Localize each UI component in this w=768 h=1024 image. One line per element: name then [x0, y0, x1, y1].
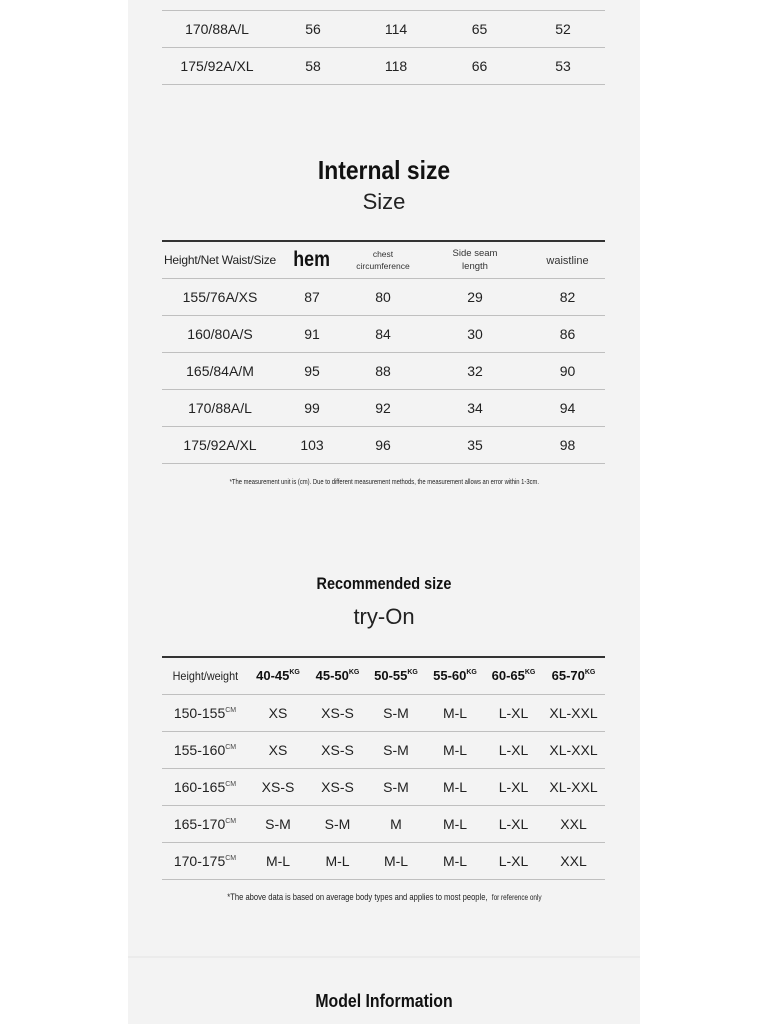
table-cell: 87 — [278, 279, 346, 316]
table-header-row — [162, 241, 605, 279]
table-cell: 52 — [521, 11, 605, 48]
table-cell: 175/92A/XL — [162, 427, 278, 464]
table-row — [162, 695, 605, 732]
table-row — [162, 316, 605, 353]
table-row — [162, 843, 605, 880]
height-cell: $150-155^{CM}$ — [162, 695, 248, 732]
header-chest: chest circumference — [346, 241, 420, 279]
table-row — [162, 769, 605, 806]
table-cell: M — [367, 806, 425, 843]
table-cell: 98 — [530, 427, 605, 464]
table-row — [162, 48, 605, 85]
table-cell: 103 — [278, 427, 346, 464]
table-cell: 96 — [346, 427, 420, 464]
recommended-size-subtitle: try-On — [353, 604, 415, 629]
reference-note: *The above data is based on average body types and applies to most people, for reference only — [226, 892, 542, 903]
table-cell: 56 — [272, 11, 354, 48]
table-cell: XL-XXL — [542, 695, 605, 732]
table-cell: M-L — [425, 732, 485, 769]
table-row — [162, 732, 605, 769]
table-cell: 99 — [278, 390, 346, 427]
table-row — [162, 806, 605, 843]
table-cell: 53 — [521, 48, 605, 85]
height-cell: $165-170^{CM}$ — [162, 806, 248, 843]
section-divider — [128, 956, 640, 958]
measurement-note: *The measurement unit is (cm). Due to different measurement methods, the measurement allows an error within 1-3cm. — [229, 477, 539, 486]
table-cell: M-L — [425, 843, 485, 880]
header-weight: $60-65^{KG}$ — [485, 657, 542, 695]
try-on-table — [162, 656, 605, 880]
table-cell: 86 — [530, 316, 605, 353]
table-cell: M-L — [248, 843, 308, 880]
table-cell: 35 — [420, 427, 530, 464]
table-cell: 58 — [272, 48, 354, 85]
table-cell: 165/84A/M — [162, 353, 278, 390]
table-cell: 80 — [346, 279, 420, 316]
table-cell: 92 — [346, 390, 420, 427]
header-waistline: waistline — [530, 241, 605, 279]
table-cell: 160/80A/S — [162, 316, 278, 353]
table-cell: 30 — [420, 316, 530, 353]
table-cell: L-XL — [485, 769, 542, 806]
table-cell: 29 — [420, 279, 530, 316]
recommended-size-title: Recommended size — [316, 574, 452, 593]
header-weight: $65-70^{KG}$ — [542, 657, 605, 695]
table-cell: S-M — [308, 806, 367, 843]
table-cell: L-XL — [485, 843, 542, 880]
internal-size-table — [162, 240, 605, 464]
table-cell: 114 — [354, 11, 438, 48]
table-cell: 170/88A/L — [162, 11, 272, 48]
table-cell: 84 — [346, 316, 420, 353]
header-weight: $40-45^{KG}$ — [248, 657, 308, 695]
table-cell: XS-S — [308, 732, 367, 769]
table-cell: 65 — [438, 11, 521, 48]
table-cell: M-L — [425, 806, 485, 843]
table-cell: XS — [248, 732, 308, 769]
table-row — [162, 11, 605, 48]
header-height-size: Height/Net Waist/Size — [162, 241, 278, 279]
table-cell: XS-S — [308, 769, 367, 806]
table-cell: L-XL — [485, 695, 542, 732]
internal-size-title: Internal size — [317, 155, 451, 185]
table-cell: M-L — [425, 695, 485, 732]
header-weight: $55-60^{KG}$ — [425, 657, 485, 695]
table-cell: XL-XXL — [542, 769, 605, 806]
table-row — [162, 427, 605, 464]
header-hem: hem — [278, 241, 346, 279]
table-cell: 32 — [420, 353, 530, 390]
table-cell: L-XL — [485, 732, 542, 769]
table-cell: 155/76A/XS — [162, 279, 278, 316]
table-cell: XS-S — [248, 769, 308, 806]
height-cell: $160-165^{CM}$ — [162, 769, 248, 806]
table-cell: M-L — [367, 843, 425, 880]
table-cell: XXL — [542, 843, 605, 880]
table-row — [162, 390, 605, 427]
table-cell: XXL — [542, 806, 605, 843]
table-row — [162, 353, 605, 390]
header-height-weight: Height/weight — [162, 657, 248, 695]
table-cell: L-XL — [485, 806, 542, 843]
table-row — [162, 279, 605, 316]
table-cell: 175/92A/XL — [162, 48, 272, 85]
table-cell: 82 — [530, 279, 605, 316]
table-cell: M-L — [308, 843, 367, 880]
table-cell: 34 — [420, 390, 530, 427]
table-cell: M-L — [425, 769, 485, 806]
top-size-table — [162, 10, 605, 85]
height-cell: $170-175^{CM}$ — [162, 843, 248, 880]
table-cell: S-M — [367, 769, 425, 806]
internal-size-subtitle: Size — [362, 189, 406, 214]
table-cell: XS-S — [308, 695, 367, 732]
header-side-seam: Side seam length — [420, 241, 530, 279]
table-cell: 118 — [354, 48, 438, 85]
table-cell: S-M — [367, 732, 425, 769]
table-cell: 95 — [278, 353, 346, 390]
table-cell: XL-XXL — [542, 732, 605, 769]
model-information-title: Model Information — [315, 991, 453, 1011]
table-cell: XS — [248, 695, 308, 732]
table-cell: 88 — [346, 353, 420, 390]
table-cell: S-M — [367, 695, 425, 732]
header-weight: $50-55^{KG}$ — [367, 657, 425, 695]
table-cell: S-M — [248, 806, 308, 843]
table-cell: 170/88A/L — [162, 390, 278, 427]
height-cell: $155-160^{CM}$ — [162, 732, 248, 769]
table-cell: 90 — [530, 353, 605, 390]
table-cell: 66 — [438, 48, 521, 85]
table-header-row — [162, 657, 605, 695]
header-weight: $45-50^{KG}$ — [308, 657, 367, 695]
table-cell: 91 — [278, 316, 346, 353]
table-cell: 94 — [530, 390, 605, 427]
